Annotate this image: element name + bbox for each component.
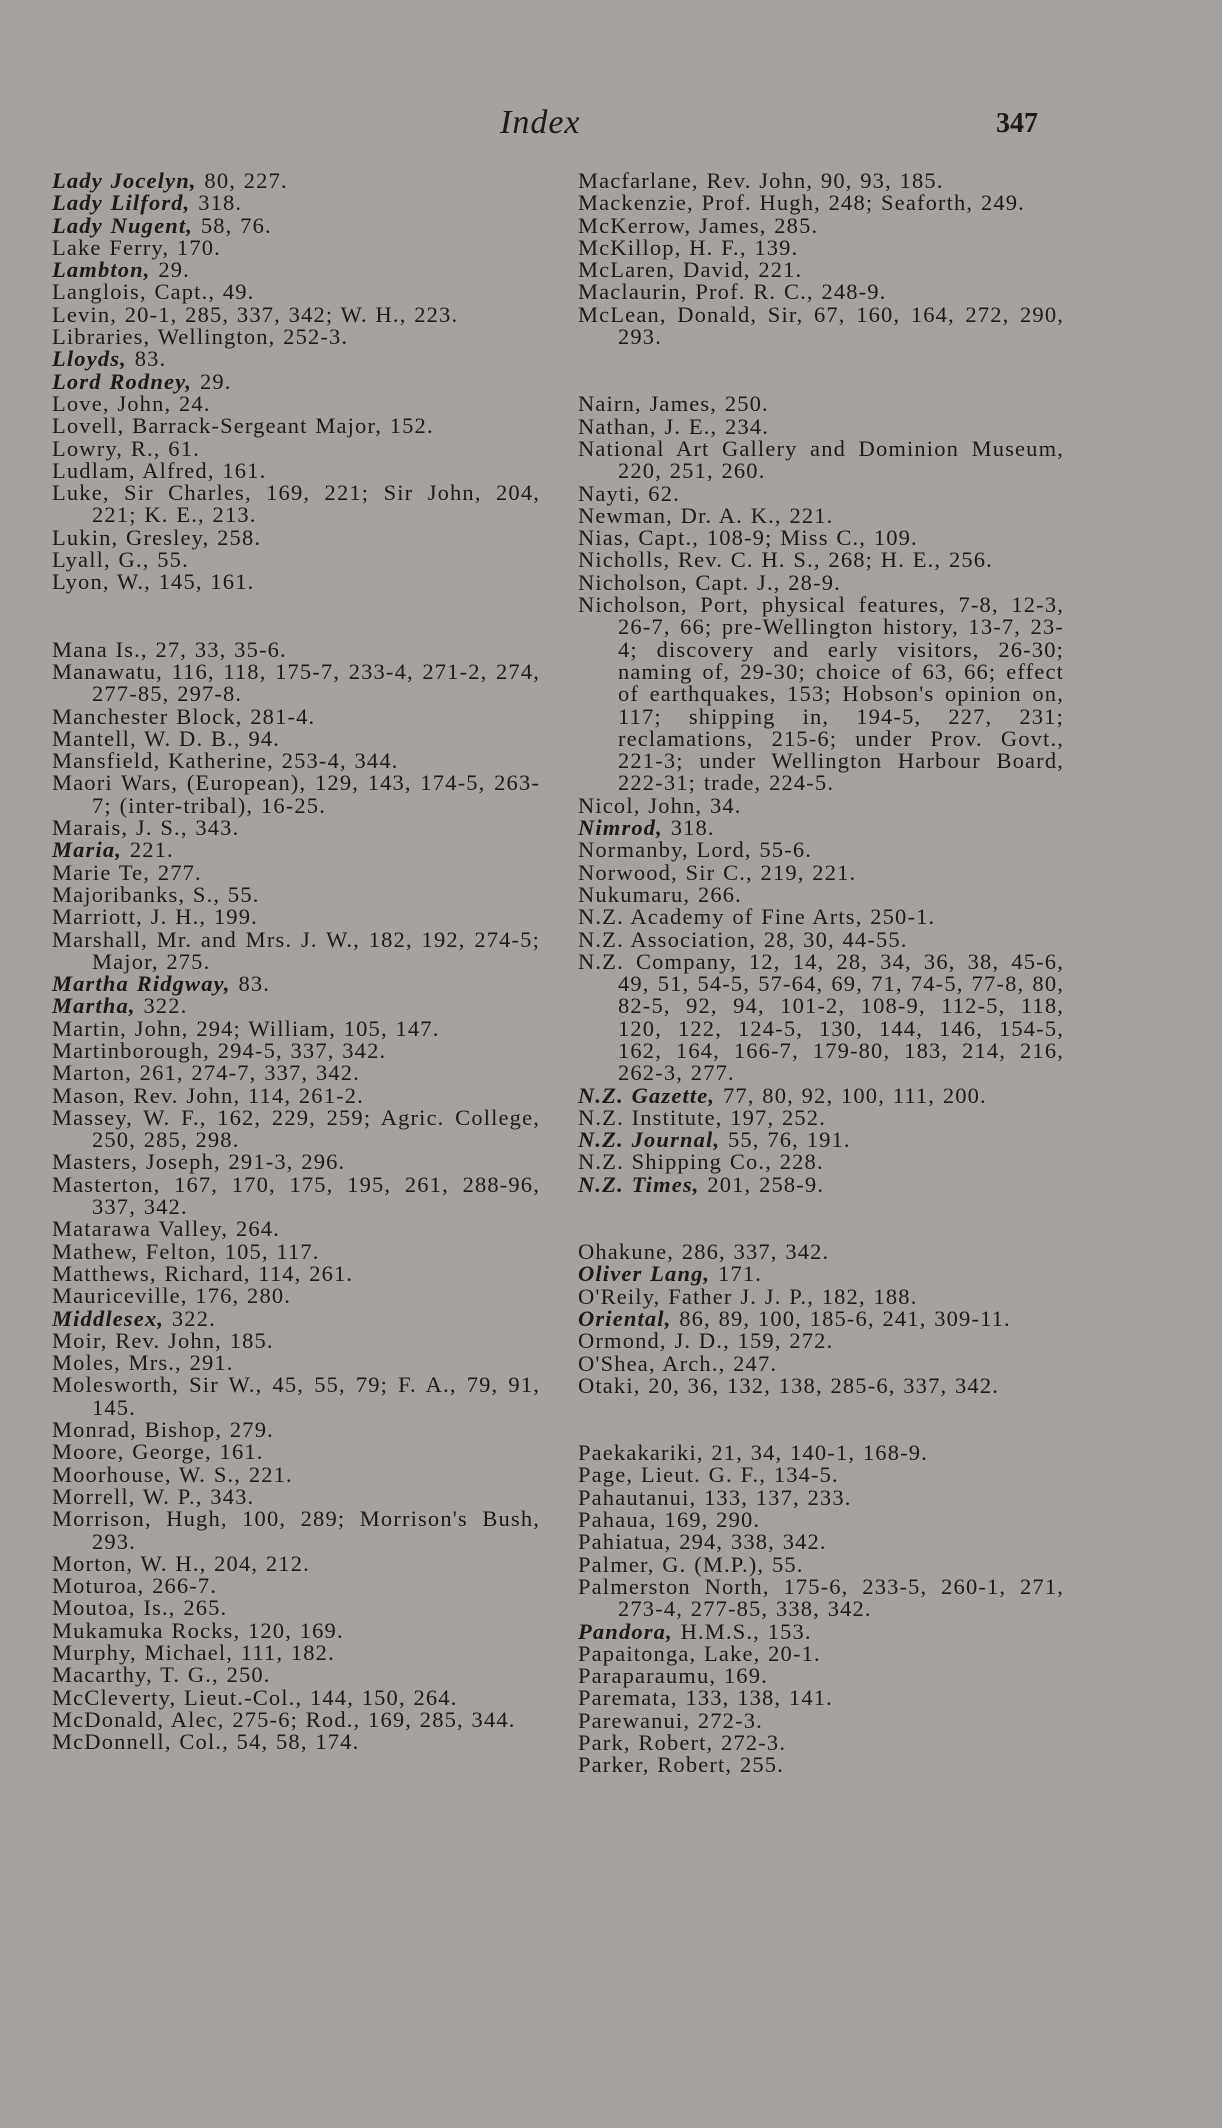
index-entry — [52, 1171, 540, 1220]
index-entry — [578, 192, 1064, 214]
index-entry — [52, 1238, 540, 1264]
index-entry — [578, 1372, 1064, 1398]
index-entry-text: Marriott, J. H., 199. — [52, 904, 258, 930]
index-entry-text: 55, 76, 191. — [720, 1127, 851, 1153]
index-entry-text: Park, Robert, 272-3. — [578, 1730, 787, 1755]
index-entry — [52, 571, 540, 593]
index-entry-text: Nicholls, Rev. C. H. S., 268; H. E., 256. — [578, 547, 993, 573]
index-entry — [52, 1550, 540, 1576]
index-entry — [52, 926, 540, 974]
index-entry — [578, 948, 1064, 1086]
index-entry-text: Page, Lieut. G. F., 134-5. — [578, 1462, 839, 1488]
index-entry — [52, 1082, 540, 1108]
index-entry-text: Masterton, 167, 170, 175, 195, 261, 288-96, 337, 342. — [52, 1171, 540, 1220]
index-entry-text: McCleverty, Lieut.-Col., 144, 150, 264. — [52, 1684, 458, 1710]
index-entry — [52, 1015, 540, 1041]
index-entry-italic-title: Lady Nugent, — [52, 212, 194, 238]
index-entry — [52, 1461, 540, 1487]
index-entry — [52, 1104, 540, 1153]
index-entry — [578, 502, 1064, 528]
index-entry-text: McKillop, H. F., 139. — [578, 234, 799, 260]
index-entry-text: Morrell, W. P., 343. — [52, 1483, 255, 1509]
index-entry — [578, 1551, 1064, 1577]
index-entry-text: Majoribanks, S., 55. — [52, 881, 260, 907]
index-entry-text: N.Z. Company, 12, 14, 28, 34, 36, 38, 45-6, 49, 51, 54-5, 57-64, 69, 71, 74-5, 77-8, 80, 82-5, 92, 94, 101-2, 108-9, 112-5, 118, 120, 122, 124-5, 130, 144, 146, 154-5, 162, 164, 166-7, 179-80, 183, 214, 216, 262-3, 277. — [578, 948, 1064, 1086]
index-entry — [578, 1104, 1064, 1130]
index-entry-text: 83. — [230, 971, 271, 997]
index-entry-text: Ludlam, Alfred, 161. — [52, 457, 267, 483]
index-entry-text: N.Z. Association, 28, 30, 44-55. — [578, 926, 908, 952]
index-entry-text: 80, 227. — [196, 168, 288, 193]
index-entry-text: Mason, Rev. John, 114, 261-2. — [52, 1082, 364, 1108]
index-entry-text: Pahaua, 169, 290. — [578, 1507, 761, 1533]
index-entry-italic-title: Lady Lilford, — [52, 190, 191, 216]
index-entry-text: 86, 89, 100, 185-6, 241, 309-11. — [671, 1305, 1011, 1331]
index-entry-text: Nathan, J. E., 234. — [578, 413, 770, 439]
index-entry-text: 29. — [192, 368, 232, 394]
index-entry — [52, 1419, 540, 1441]
index-entry-text: N.Z. Academy of Fine Arts, 250-1. — [578, 904, 936, 930]
index-entry-text: Moore, George, 161. — [52, 1439, 264, 1465]
index-entry-text: Nicholson, Capt. J., 28-9. — [578, 569, 841, 595]
index-entry-text: Lukin, Gresley, 258. — [52, 524, 262, 550]
index-entry-text: 171. — [710, 1261, 763, 1287]
index-entry-italic-title: N.Z. Times, — [578, 1171, 700, 1197]
index-entry-text: Normanby, Lord, 55-6. — [578, 837, 813, 863]
index-entry-text: 201, 258-9. — [699, 1171, 825, 1197]
index-entry — [52, 1260, 540, 1286]
index-entry — [52, 725, 540, 751]
index-entry-text: Mauriceville, 176, 280. — [52, 1283, 292, 1309]
index-entry — [52, 973, 540, 995]
index-entry-text: Love, John, 24. — [52, 390, 211, 416]
index-entry — [52, 1483, 540, 1509]
index-entry-text: McDonnell, Col., 54, 58, 174. — [52, 1729, 360, 1755]
index-entry — [578, 435, 1064, 484]
section-gap — [52, 594, 540, 639]
index-entry-text: N.Z. Shipping Co., 228. — [578, 1149, 824, 1175]
index-entry — [578, 1618, 1064, 1644]
index-entry — [578, 859, 1064, 885]
index-entry — [578, 1531, 1064, 1553]
index-entry — [578, 1509, 1064, 1531]
index-entry — [52, 435, 540, 461]
index-entry-text: 83. — [126, 346, 167, 372]
index-entry — [52, 415, 540, 437]
index-entry — [578, 1350, 1064, 1376]
index-entry-text: 29. — [150, 257, 190, 283]
index-entry-text: Marais, J. S., 343. — [52, 815, 240, 841]
index-entry-text: 77, 80, 92, 100, 111, 200. — [715, 1082, 987, 1108]
index-entry-text: 318. — [190, 190, 243, 216]
index-entry — [52, 772, 540, 817]
index-entry — [52, 1706, 540, 1732]
index-entry-text: Nairn, James, 250. — [578, 391, 769, 417]
index-entry — [52, 212, 540, 238]
index-entry — [52, 658, 540, 707]
index-entry-text: Mantell, W. D. B., 94. — [52, 725, 281, 751]
index-entry-text: Langlois, Capt., 49. — [52, 279, 255, 305]
index-entry — [578, 1263, 1064, 1285]
index-entry-text: Lake Ferry, 170. — [52, 234, 221, 260]
index-entry-text: Murphy, Michael, 111, 182. — [52, 1640, 335, 1665]
index-entry-text: Mackenzie, Prof. Hugh, 248; Seaforth, 249. — [578, 190, 1025, 216]
index-entry — [578, 1082, 1064, 1108]
index-entry-italic-title: N.Z. Journal, — [578, 1127, 721, 1153]
index-entry — [52, 482, 540, 527]
index-entry — [52, 301, 540, 327]
index-entry — [578, 1707, 1064, 1733]
index-entry-text: H.M.S., 153. — [672, 1618, 812, 1644]
index-entry-text: Lowry, R., 61. — [52, 435, 200, 461]
index-entry — [578, 1754, 1064, 1776]
index-entry — [52, 839, 540, 861]
index-entry-text: O'Reily, Father J. J. P., 182, 188. — [578, 1283, 918, 1309]
index-entry-text: Paremata, 133, 138, 141. — [578, 1685, 833, 1711]
index-entry-text: Palmerston North, 175-6, 233-5, 260-1, 271, 273-4, 277-85, 338, 342. — [578, 1573, 1064, 1622]
index-entry — [578, 906, 1064, 928]
index-entry — [578, 234, 1064, 260]
section-gap — [578, 348, 1064, 393]
index-entry — [52, 281, 540, 303]
index-column-left — [52, 170, 540, 1753]
index-entry — [52, 549, 540, 571]
index-entry — [52, 881, 540, 907]
index-entry — [52, 524, 540, 550]
index-entry-italic-title: Lambton, — [52, 257, 151, 283]
index-entry — [52, 1151, 540, 1173]
index-entry — [578, 1305, 1064, 1331]
index-entry-text: Maori Wars, (European), 129, 143, 174-5, 263-7; (inter-tribal), 16-25. — [52, 770, 540, 818]
index-entry — [578, 1687, 1064, 1709]
index-entry-text: National Art Gallery and Dominion Museum, 220, 251, 260. — [578, 435, 1064, 484]
index-entry-text: Nayti, 62. — [578, 480, 680, 506]
index-entry — [578, 1484, 1064, 1510]
index-entry-italic-title: N.Z. Gazette, — [578, 1082, 716, 1108]
index-entry — [578, 1464, 1064, 1486]
index-entry-text: 322. — [135, 993, 188, 1019]
index-entry-text: Masters, Joseph, 291-3, 296. — [52, 1149, 346, 1175]
index-entry — [52, 703, 540, 729]
index-entry-italic-title: Pandora, — [578, 1618, 673, 1644]
index-entry-text: Lyon, W., 145, 161. — [52, 569, 255, 595]
index-entry — [578, 1640, 1064, 1666]
index-entry-text: Nias, Capt., 108-9; Miss C., 109. — [578, 525, 918, 551]
index-entry-text: Mukamuka Rocks, 120, 169. — [52, 1617, 344, 1643]
page-number: 347 — [996, 108, 1038, 139]
index-entry — [52, 1508, 540, 1553]
running-head-title: Index — [500, 104, 581, 141]
index-entry-text: 318. — [662, 815, 715, 841]
index-entry — [52, 326, 540, 348]
index-entry — [52, 1597, 540, 1619]
index-entry — [578, 259, 1064, 281]
index-entry-text: McLaren, David, 221. — [578, 257, 803, 283]
index-entry — [52, 192, 540, 214]
index-entry-text: Massey, W. F., 162, 229, 259; Agric. College, 250, 285, 298. — [52, 1104, 540, 1153]
index-entry — [578, 1171, 1064, 1197]
index-entry-text: Moutoa, Is., 265. — [52, 1595, 228, 1621]
index-entry — [52, 1731, 540, 1753]
index-entry-text: Monrad, Bishop, 279. — [52, 1417, 274, 1443]
index-entry-text: Moles, Mrs., 291. — [52, 1350, 234, 1376]
index-entry-text: Macarthy, T. G., 250. — [52, 1662, 271, 1688]
index-entry-italic-title: Middlesex, — [52, 1305, 165, 1331]
index-entry — [52, 1285, 540, 1307]
index-entry-text: Marie Te, 277. — [52, 859, 202, 885]
index-entry — [52, 1684, 540, 1710]
index-entry — [52, 817, 540, 839]
index-entry — [578, 817, 1064, 839]
index-entry-text: Libraries, Wellington, 252-3. — [52, 324, 349, 350]
index-entry — [52, 636, 540, 662]
index-entry — [578, 1283, 1064, 1309]
index-entry-text: Nicholson, Port, physical features, 7-8, 12-3, 26-7, 66; pre-Wellington history, 13-7, 23-4; discovery and early visitors, 26-30; naming of, 29-30; choice of 63, 66; effect of earthquakes, 153; Hobson's opinion on, 117; shipping in, 194-5, 227, 231; reclamations, 215-6; under Prov. Govt., 221-3; under Wellington Harbour Board, 222-31; trade, 224-5. — [578, 592, 1064, 796]
index-entry — [52, 1327, 540, 1353]
index-entry — [578, 792, 1064, 818]
index-entry-text: Moturoa, 266-7. — [52, 1573, 218, 1599]
index-entry-text: Pahiatua, 294, 338, 342. — [578, 1529, 827, 1555]
index-entry-text: O'Shea, Arch., 247. — [578, 1350, 778, 1376]
index-entry-text: Mana Is., 27, 33, 35-6. — [52, 636, 287, 662]
index-entry-text: Pahautanui, 133, 137, 233. — [578, 1484, 852, 1510]
index-entry-text: Nukumaru, 266. — [578, 881, 742, 907]
index-entry-text: N.Z. Institute, 197, 252. — [578, 1104, 826, 1130]
index-entry-text: Manchester Block, 281-4. — [52, 703, 316, 729]
index-entry-italic-title: Martha, — [52, 993, 136, 1019]
index-entry-text: Ohakune, 286, 337, 342. — [578, 1239, 830, 1265]
index-entry-text: 322. — [164, 1305, 216, 1331]
index-column-right — [578, 170, 1064, 1777]
index-entry — [578, 1665, 1064, 1687]
index-entry-text: Parker, Robert, 255. — [578, 1752, 784, 1778]
index-entry — [578, 1151, 1064, 1173]
index-entry — [52, 234, 540, 260]
index-entry — [578, 1330, 1064, 1352]
index-entry — [52, 995, 540, 1017]
index-entry-italic-title: Maria, — [52, 837, 123, 863]
index-entry-text: Luke, Sir Charles, 169, 221; Sir John, 204, 221; K. E., 213. — [52, 480, 540, 528]
index-entry — [578, 926, 1064, 952]
index-entry-text: Papaitonga, Lake, 20-1. — [578, 1640, 821, 1666]
index-entry — [578, 1241, 1064, 1263]
index-entry-text: Moorhouse, W. S., 221. — [52, 1461, 293, 1487]
index-entry — [52, 1062, 540, 1084]
index-entry-text: Nicol, John, 34. — [578, 792, 742, 818]
index-entry-text: Levin, 20-1, 285, 337, 342; W. H., 223. — [52, 301, 459, 327]
index-entry — [52, 1218, 540, 1240]
index-entry-text: Ormond, J. D., 159, 272. — [578, 1328, 834, 1354]
index-entry-text: McKerrow, James, 285. — [578, 212, 819, 238]
index-entry — [52, 368, 540, 394]
index-entry — [578, 1442, 1064, 1464]
index-entry-text: Lovell, Barrack-Sergeant Major, 152. — [52, 413, 434, 439]
section-gap — [578, 1397, 1064, 1442]
index-entry — [52, 1305, 540, 1331]
index-entry — [578, 393, 1064, 415]
index-entry — [52, 859, 540, 885]
index-entry — [578, 1732, 1064, 1754]
index-entry-text: Martin, John, 294; William, 105, 147. — [52, 1015, 440, 1041]
index-entry — [578, 1129, 1064, 1151]
index-entry — [578, 594, 1064, 795]
index-entry — [52, 1617, 540, 1643]
index-entry — [578, 527, 1064, 549]
index-entry — [52, 170, 540, 192]
index-entry-text: 58, 76. — [193, 212, 272, 238]
index-entry-italic-title: Oliver Lang, — [578, 1261, 711, 1287]
index-entry-text: Paraparaumu, 169. — [578, 1663, 768, 1689]
index-entry — [578, 413, 1064, 439]
index-entry — [578, 170, 1064, 192]
index-entry-text: Morrison, Hugh, 100, 289; Morrison's Bush, 293. — [52, 1506, 540, 1554]
index-entry — [52, 1352, 540, 1374]
index-entry-italic-title: Oriental, — [578, 1305, 672, 1331]
index-entry — [578, 549, 1064, 571]
index-entry — [52, 750, 540, 772]
index-entry — [578, 212, 1064, 238]
index-entry-italic-title: Nimrod, — [578, 815, 663, 841]
index-entry — [52, 259, 540, 281]
index-entry — [52, 348, 540, 370]
index-entry — [52, 390, 540, 416]
index-entry-text: Moir, Rev. John, 185. — [52, 1327, 274, 1353]
index-entry — [52, 1642, 540, 1664]
index-entry — [52, 1664, 540, 1686]
index-entry-text: Otaki, 20, 36, 132, 138, 285-6, 337, 342. — [578, 1372, 1000, 1398]
index-entry-italic-title: Martha Ridgway, — [52, 971, 231, 997]
index-entry — [52, 1374, 540, 1419]
index-entry — [578, 839, 1064, 861]
index-entry-text: Molesworth, Sir W., 45, 55, 79; F. A., 79, 91, 145. — [52, 1372, 540, 1420]
index-entry-text: Norwood, Sir C., 219, 221. — [578, 859, 857, 885]
index-entry-text: Marshall, Mr. and Mrs. J. W., 182, 192, 274-5; Major, 275. — [52, 926, 540, 974]
index-entry-text: Parewanui, 272-3. — [578, 1707, 763, 1733]
index-entry — [578, 301, 1064, 350]
index-entry — [578, 281, 1064, 303]
index-entry-text: Martinborough, 294-5, 337, 342. — [52, 1037, 387, 1063]
index-entry-text: Mansfield, Katherine, 253-4, 344. — [52, 748, 399, 774]
index-entry — [578, 1573, 1064, 1622]
index-entry-italic-title: Lord Rodney, — [52, 368, 193, 394]
index-entry-text: 221. — [122, 837, 174, 863]
index-entry-text: Maclaurin, Prof. R. C., 248-9. — [578, 279, 887, 305]
index-entry-text: Matarawa Valley, 264. — [52, 1216, 280, 1242]
index-entry-text: Marton, 261, 274-7, 337, 342. — [52, 1060, 360, 1086]
index-entry — [52, 906, 540, 928]
index-entry-italic-title: Lloyds, — [52, 346, 127, 372]
index-entry-text: Lyall, G., 55. — [52, 547, 189, 573]
index-entry-text: McLean, Donald, Sir, 67, 160, 164, 272, 290, 293. — [578, 301, 1064, 350]
index-entry-text: Manawatu, 116, 118, 175-7, 233-4, 271-2, 274, 277-85, 297-8. — [52, 658, 540, 707]
index-entry — [578, 480, 1064, 506]
index-entry-text: Matthews, Richard, 114, 261. — [52, 1260, 354, 1286]
index-entry-text: Newman, Dr. A. K., 221. — [578, 502, 834, 528]
index-entry-text: Palmer, G. (M.P.), 55. — [578, 1551, 804, 1577]
section-gap — [578, 1196, 1064, 1241]
index-entry-italic-title: Lady Jocelyn, — [52, 168, 197, 193]
index-entry — [578, 881, 1064, 907]
index-entry — [52, 457, 540, 483]
index-entry-text: Mathew, Felton, 105, 117. — [52, 1238, 320, 1264]
index-entry — [52, 1441, 540, 1463]
index-entry-text: Morton, W. H., 204, 212. — [52, 1550, 310, 1576]
index-entry — [578, 569, 1064, 595]
index-entry-text: Paekakariki, 21, 34, 140-1, 168-9. — [578, 1440, 928, 1466]
index-entry — [52, 1575, 540, 1597]
index-entry-text: Macfarlane, Rev. John, 90, 93, 185. — [578, 168, 944, 193]
index-entry — [52, 1037, 540, 1063]
index-entry-text: McDonald, Alec, 275-6; Rod., 169, 285, 344. — [52, 1706, 516, 1732]
